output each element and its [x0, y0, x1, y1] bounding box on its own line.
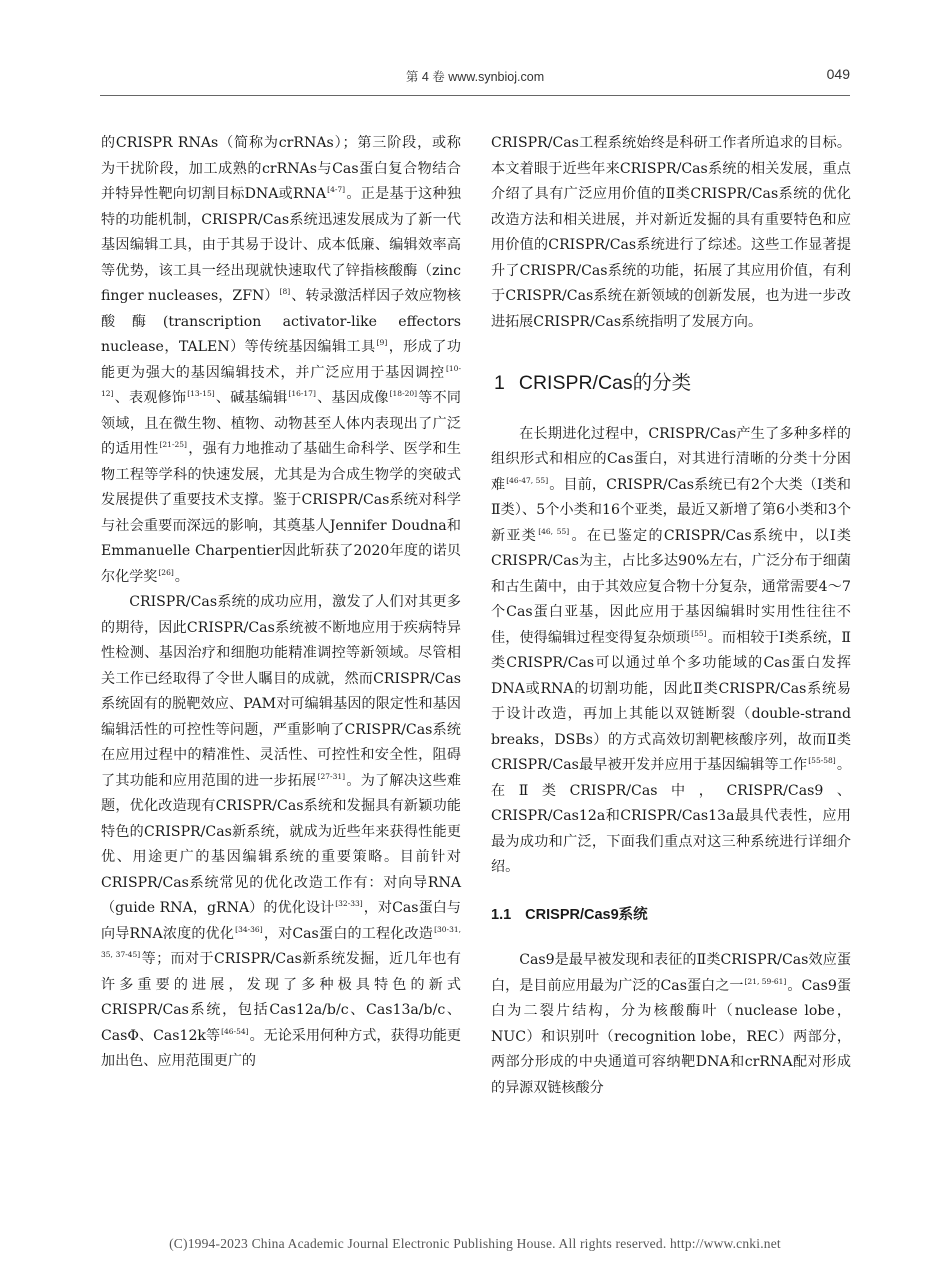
- subsection-heading-1-1: [491, 903, 851, 929]
- citation[interactable]: [46, 55]: [538, 526, 570, 536]
- citation[interactable]: [18-20]: [389, 389, 418, 399]
- citation[interactable]: [55-58]: [808, 756, 836, 766]
- citation[interactable]: [27-31]: [317, 771, 346, 781]
- citation[interactable]: [55]: [691, 628, 707, 638]
- page-number: 049: [826, 66, 850, 82]
- paragraph-right-3: Cas9是最早被发现和表征的Ⅱ类CRISPR/Cas效应蛋白，是目前应用最为广泛的Cas蛋白之一[21, 59-61]。Cas9蛋白为二裂片结构，分为核酸酶叶（nuclease lobe，NUC）和识别叶（recognition lobe，REC）两部分，两部分形成的中央通道可容纳靶DNA和crRNA配对形成的异源双链核酸分: [491, 952, 852, 1096]
- section-heading-1: [494, 371, 851, 397]
- citation[interactable]: [8]: [279, 287, 291, 297]
- citation[interactable]: [46-47, 55]: [506, 475, 549, 485]
- citation[interactable]: [4-7]: [327, 185, 346, 195]
- section-number: 1: [494, 372, 505, 394]
- header-divider: [100, 95, 850, 96]
- citation[interactable]: [30-31, 35, 37-45]: [101, 924, 461, 960]
- citation[interactable]: [21-25]: [159, 440, 187, 450]
- citation[interactable]: [34-36]: [235, 924, 263, 934]
- subsection-number: 1.1: [491, 906, 512, 923]
- right-column: [491, 131, 851, 1101]
- citation[interactable]: [13-15]: [187, 389, 215, 399]
- section-title: CRISPR/Cas的分类: [518, 372, 692, 394]
- paragraph-left-1: 的CRISPR RNAs（简称为crRNAs）；第三阶段，或称为干扰阶段，加工成熟的crRNAs与Cas蛋白复合物结合并特异性靶向切割目标DNA或RNA[4-7]。正是基于这种独特的功能机制，CRISPR/Cas系统迅速发展成为了新一代基因编辑工具，由于其易于设计、成本低廉、编辑效率高等优势，该工具一经出现就快速取代了锌指核酸酶（zinc finger nucleases，ZFN）[8]、转录激活样因子效应物核酸酶(transcription activator-like effectors nuclease，TALEN）等传统基因编辑工具[9]，形成了功能更为强大的基因编辑技术，并广泛应用于基因调控[10-12]、表观修饰[13-15]、碱基编辑[16-17]、基因成像[18-20]等不同领域，且在微生物、植物、动物甚至人体内表现出了广泛的适用性[21-25]，强有力地推动了基础生命科学、医学和生物工程等学科的快速发展，尤其是为合成生物学的突破式发展提供了重要技术支撑。鉴于CRISPR/Cas系统对科学与社会重要而深远的影响，其奠基人Jennifer Doudna和Emmanuelle Charpentier因此斩获了2020年度的诺贝尔化学奖[26]。: [101, 135, 462, 585]
- citation[interactable]: [26]: [158, 567, 174, 577]
- citation[interactable]: [32-33]: [335, 899, 363, 909]
- citation[interactable]: [9]: [376, 338, 388, 348]
- left-column: [101, 131, 461, 1075]
- paragraph-right-1: CRISPR/Cas工程系统始终是科研工作者所追求的目标。本文着眼于近些年来CRISPR/Cas系统的相关发展，重点介绍了具有广泛应用价值的Ⅱ类CRISPR/Cas系统的优化改造方法和相关进展，并对新近发掘的具有重要特色和应用价值的CRISPR/Cas系统进行了综述。这些工作显著提升了CRISPR/Cas系统的功能，拓展了其应用价值，有利于CRISPR/Cas系统在新领域的创新发展，也为进一步改进拓展CRISPR/Cas系统指明了发展方向。: [491, 135, 851, 330]
- paragraph-right-2: 在长期进化过程中，CRISPR/Cas产生了多种多样的组织形式和相应的Cas蛋白，对其进行清晰的分类十分困难[46-47, 55]。目前，CRISPR/Cas系统已有2个大类（Ⅰ类和Ⅱ类）、5个小类和16个亚类，最近又新增了第6小类和3个新亚类[46, 55]。在已鉴定的CRISPR/Cas系统中，以Ⅰ类CRISPR/Cas为主，占比多达90%左右，广泛分布于细菌和古生菌中，由于其效应复合物十分复杂，通常需要4～7个Cas蛋白亚基，因此应用于基因编辑时实用性往往不佳，使得编辑过程变得复杂烦琐[55]。而相较于Ⅰ类系统，Ⅱ类CRISPR/Cas可以通过单个多功能域的Cas蛋白发挥DNA或RNA的切割功能，因此Ⅱ类CRISPR/Cas系统易于设计改造，再加上其能以双链断裂（double-strand breaks，DSBs）的方式高效切割靶核酸序列，故而Ⅱ类CRISPR/Cas最早被开发并应用于基因编辑等工作[55-58]。在Ⅱ类CRISPR/Cas中，CRISPR/Cas9、CRISPR/Cas12a和CRISPR/Cas13a最具代表性，应用最为成功和广泛，下面我们重点对这三种系统进行详细介绍。: [491, 425, 851, 875]
- subsection-title: CRISPR/Cas9系统: [525, 906, 648, 923]
- running-header: [100, 67, 850, 91]
- copyright-footer: (C)1994-2023 China Academic Journal Electronic Publishing House. All rights reserved. http://www.cnki.net: [169, 1236, 781, 1251]
- citation[interactable]: [16-17]: [288, 389, 316, 399]
- journal-volume-site: 第 4 卷 www.synbioj.com: [405, 70, 545, 84]
- citation[interactable]: [21, 59-61]: [744, 976, 787, 986]
- citation[interactable]: [46-54]: [221, 1026, 249, 1036]
- citation[interactable]: [10-12]: [101, 363, 461, 399]
- paragraph-left-2: CRISPR/Cas系统的成功应用，激发了人们对其更多的期待，因此CRISPR/Cas系统被不断地应用于疾病特异性检测、基因治疗和细胞功能精准调控等新领域。尽管相关工作已经取得了令世人瞩目的成就，然而CRISPR/Cas系统固有的脱靶效应、PAM对可编辑基因的限定性和基因编辑活性的可控性等问题，严重影响了CRISPR/Cas系统在应用过程中的精准性、灵活性、可控性和安全性，阻碍了其功能和应用范围的进一步拓展[27-31]。为了解决这些难题，优化改造现有CRISPR/Cas系统和发掘具有新颖功能特色的CRISPR/Cas新系统，就成为近些年来获得性能更优、用途更广的基因编辑系统的重要策略。目前针对CRISPR/Cas系统常见的优化改造工作有：对向导RNA（guide RNA，gRNA）的优化设计[32-33]，对Cas蛋白与向导RNA浓度的优化[34-36]，对Cas蛋白的工程化改造[30-31, 35, 37-45]等；而对于CRISPR/Cas新系统发掘，近几年也有许多重要的进展，发现了多种极具特色的新式CRISPR/Cas系统，包括Cas12a/b/c、Cas13a/b/c、CasΦ、Cas12k等[46-54]。无论采用何种方式，获得功能更加出色、应用范围更广的: [101, 594, 462, 1069]
